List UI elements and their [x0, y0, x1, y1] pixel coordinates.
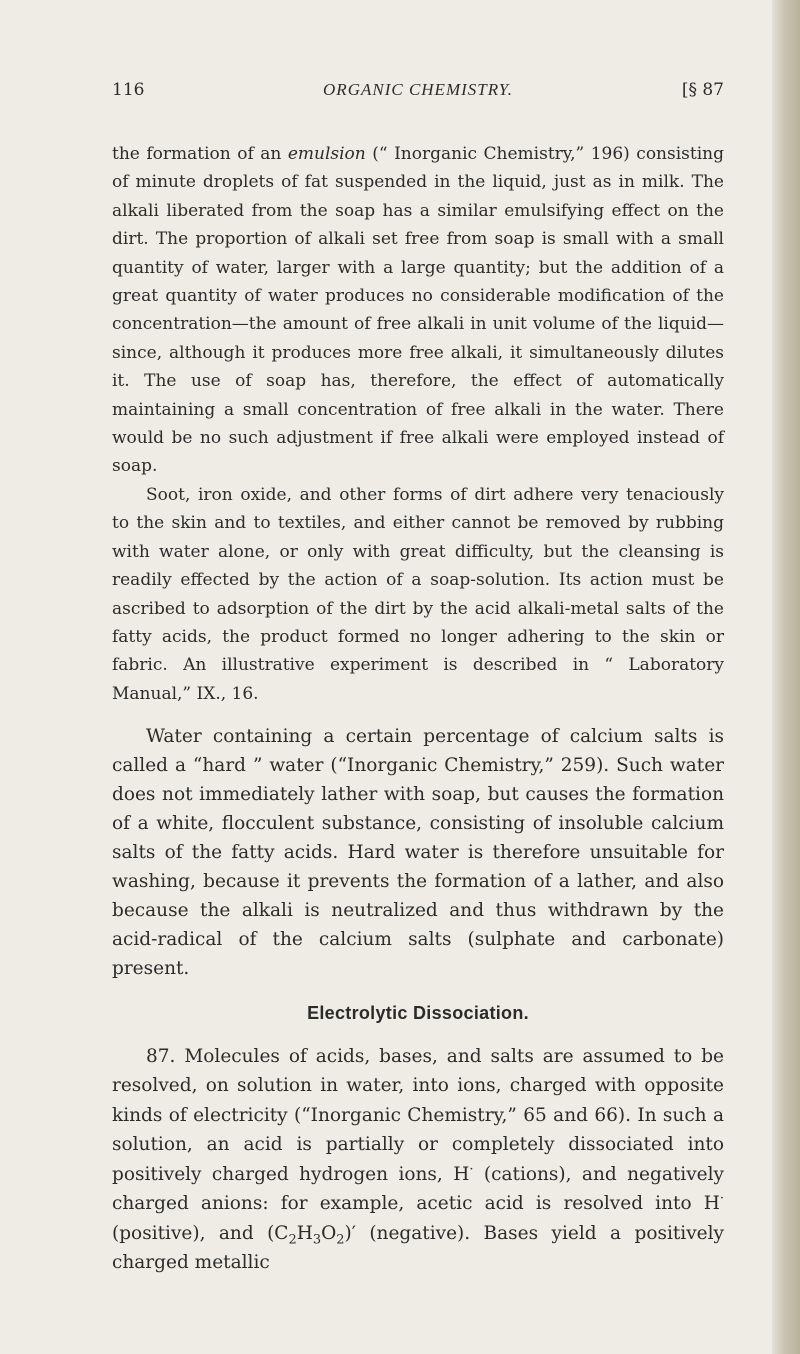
text-fragment: )′ (negative). Bases yield a positively charged metallic: [112, 1222, 724, 1274]
superscript: ·: [469, 1161, 474, 1177]
page-body: [112, 140, 724, 1278]
paragraph-electrolytic-dissociation: [112, 1042, 724, 1278]
running-title: ORGANIC CHEMISTRY.: [323, 80, 513, 99]
subscript: 2: [288, 1232, 297, 1248]
running-header: [112, 80, 724, 110]
text-fragment: O: [321, 1222, 337, 1244]
paragraph-emulsion: the formation of an emulsion (“ Inorganic Chemistry,” 196) consisting of minute droplets of fat suspended in the liquid, just as in milk. The alkali liberated from the soap has a similar emulsifying effect on the dirt. The proportion of alkali set free from soap is small with a small quantity of water, larger with a large quantity; but the addition of a great quantity of water produces no considerable modification of the concentration—the amount of free alkali in unit volume of the liquid—since, although it produces more free alkali, it simultaneously dilutes it. The use of soap has, therefore, the effect of automatically maintaining a small concentration of free alkali in the water. There would be no such adjustment if free alkali were employed instead of soap.: [112, 144, 724, 477]
section-heading: Electrolytic Dissociation.: [307, 1003, 529, 1024]
paragraph-dirt-adsorption: Soot, iron oxide, and other forms of dirt adhere very tenaciously to the skin and to textiles, and either cannot be removed by rubbing with water alone, or only with great difficulty, but the cleansing is readily effected by the action of a soap-solution. Its action must be ascribed to adsorption of the dirt by the acid alkali-metal salts of the fatty acids, the product formed no longer adhering to the skin or fabric. An illustrative experiment is described in “ Laboratory Manual,” IX., 16.: [112, 484, 724, 704]
text-fragment: Molecules of acids, bases, and salts are assumed to be resolved, on solution in water, into ions, charged with opposite kinds of electricity (“Inorganic Chemistry,” 65 and 66). In such a solution, an acid is partially or completely dissociated into positively charged hydrogen ions, H: [112, 1045, 724, 1185]
superscript: ·: [719, 1190, 724, 1206]
text-fragment: H: [296, 1222, 313, 1244]
text-fragment: (cations), and negatively charged anions: for example, acetic acid is resolved into H: [112, 1163, 724, 1215]
emphasis-emulsion: emulsion: [287, 144, 366, 164]
paragraph-hard-water: Water containing a certain percentage of calcium salts is called a “hard ” water (“Inorganic Chemistry,” 259). Such water does not immediately lather with soap, but causes the formation of a white, flocculent substance, consisting of insoluble calcium salts of the fatty acids. Hard water is therefore unsuitable for washing, because it prevents the formation of a lather, and also because the alkali is neutralized and thus withdrawn by the acid-radical of the calcium salts (sulphate and carbonate) present.: [112, 726, 724, 980]
text-fragment: (positive), and (C: [112, 1222, 289, 1244]
paragraph-number: 87.: [146, 1045, 176, 1067]
subscript: 2: [336, 1232, 345, 1248]
page-edge: [772, 0, 800, 1354]
subscript: 3: [312, 1232, 322, 1248]
page-number: 116: [112, 80, 145, 100]
section-marker: [§ 87: [681, 80, 724, 100]
